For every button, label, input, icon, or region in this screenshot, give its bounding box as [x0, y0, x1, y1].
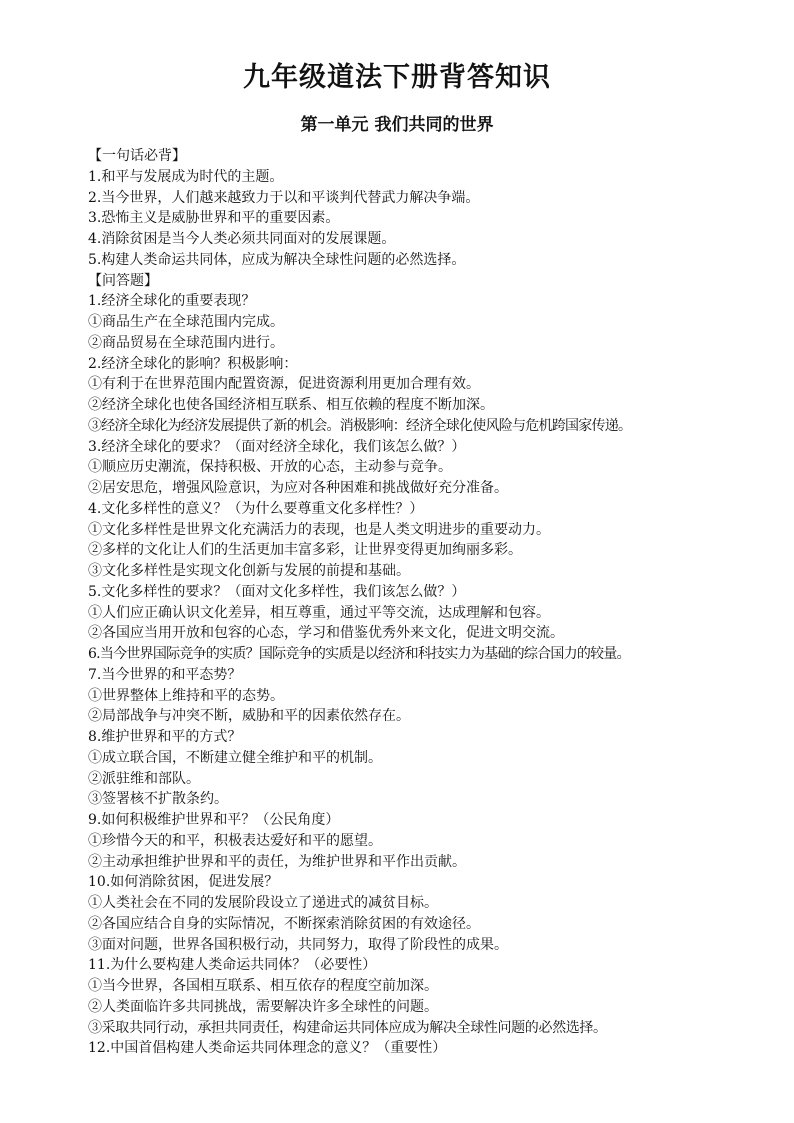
answer-point: ②商品贸易在全球范围内进行。 — [88, 334, 284, 351]
answer-point: ①成立联合国，不断建立健全维护和平的机制。 — [88, 749, 382, 766]
document-body — [88, 146, 778, 1059]
question: 3.经济全球化的要求？（面对经济全球化，我们该怎么做？） — [88, 438, 466, 455]
answer-point: ②居安思危，增强风险意识，为应对各种困难和挑战做好充分准备。 — [88, 480, 508, 496]
answer-point: ②派驻维和部队。 — [88, 770, 200, 787]
question: 1.经济全球化的重要表现？ — [88, 293, 256, 310]
list-item: 2.当今世界，人们越来越致力于以和平谈判代替武力解决争端。 — [88, 189, 480, 206]
answer-point: ①文化多样性是世界文化充满活力的表现，也是人类文明进步的重要动力。 — [88, 521, 550, 538]
list-item: 3.恐怖主义是威胁世界和平的重要因素。 — [88, 210, 340, 227]
unit-title: 第一单元 我们共同的世界 — [300, 115, 494, 135]
answer-point: ①有利于在世界范围内配置资源，促进资源利用更加合理有效。 — [88, 376, 480, 393]
answer-point: ①商品生产在全球范围内完成。 — [88, 314, 284, 330]
answer-point: ①世界整体上维持和平的态势。 — [88, 687, 284, 704]
answer-point: ①当今世界，各国相互联系、相互依存的程度空前加深。 — [88, 978, 438, 994]
answer-point: ②主动承担维护世界和平的责任，为维护世界和平作出贡献。 — [88, 853, 466, 870]
answer-point: ②人类面临许多共同挑战，需要解决许多全球性的问题。 — [88, 998, 438, 1015]
question: 9.如何积极维护世界和平？（公民角度） — [88, 812, 340, 828]
question: 8.维护世界和平的方式？ — [88, 729, 242, 745]
answer-point: ②各国应结合自身的实际情况，不断探索消除贫困的有效途径。 — [88, 915, 480, 932]
answer-point: ②各国应当用开放和包容的心态，学习和借鉴优秀外来文化，促进文明交流。 — [88, 625, 564, 642]
question: 2.经济全球化的影响？积极影响： — [88, 355, 298, 372]
answer-point: ①人们应正确认识文化差异，相互尊重，通过平等交流，达成理解和包容。 — [88, 604, 550, 621]
answer-point: ①顺应历史潮流，保持积极、开放的心态，主动参与竞争。 — [88, 459, 452, 476]
question: 7.当今世界的和平态势？ — [88, 666, 242, 683]
list-item: 1.和平与发展成为时代的主题。 — [88, 168, 284, 185]
question: 5.文化多样性的要求？（面对文化多样性，我们该怎么做？） — [88, 583, 466, 600]
section-heading: 【一句话必背】 — [88, 148, 186, 164]
answer-point: ③文化多样性是实现文化创新与发展的前提和基础。 — [88, 563, 410, 579]
question: 11.为什么要构建人类命运共同体？（必要性） — [88, 957, 377, 974]
question: 4.文化多样性的意义？（为什么要尊重文化多样性？） — [88, 500, 424, 517]
document-title: 九年级道法下册背答知识 — [243, 62, 551, 93]
answer-point: ①人类社会在不同的发展阶段设立了递进式的减贫目标。 — [88, 895, 438, 911]
answer-point: ②经济全球化也使各国经济相互联系、相互依赖的程度不断加深。 — [88, 397, 494, 413]
question: 12.中国首倡构建人类命运共同体理念的意义？（重要性） — [88, 1040, 447, 1057]
answer-point: ③采取共同行动，承担共同责任，构建命运共同体应成为解决全球性问题的必然选择。 — [88, 1019, 607, 1036]
answer-point: ②局部战争与冲突不断，威胁和平的因素依然存在。 — [88, 708, 410, 725]
answer-point: ③经济全球化为经济发展提供了新的机会。消极影响：经济全球化使风险与危机跨国家传递。 — [88, 417, 632, 434]
answer-point: ③签署核不扩散条约。 — [88, 791, 228, 808]
question: 10.如何消除贫困，促进发展？ — [88, 874, 279, 891]
answer-point: ③面对问题，世界各国积极行动，共同努力，取得了阶段性的成果。 — [88, 936, 508, 953]
question: 6.当今世界国际竞争的实质？国际竞争的实质是以经济和科技实力为基础的综合国力的较量。 — [88, 646, 630, 662]
list-item: 5.构建人类命运共同体，应成为解决全球性问题的必然选择。 — [88, 251, 466, 268]
list-item: 4.消除贫困是当今人类必须共同面对的发展课题。 — [88, 231, 396, 247]
section-heading: 【问答题】 — [88, 272, 158, 289]
answer-point: ①珍惜今天的和平，积极表达爱好和平的愿望。 — [88, 832, 382, 849]
answer-point: ②多样的文化让人们的生活更加丰富多彩，让世界变得更加绚丽多彩。 — [88, 542, 522, 559]
